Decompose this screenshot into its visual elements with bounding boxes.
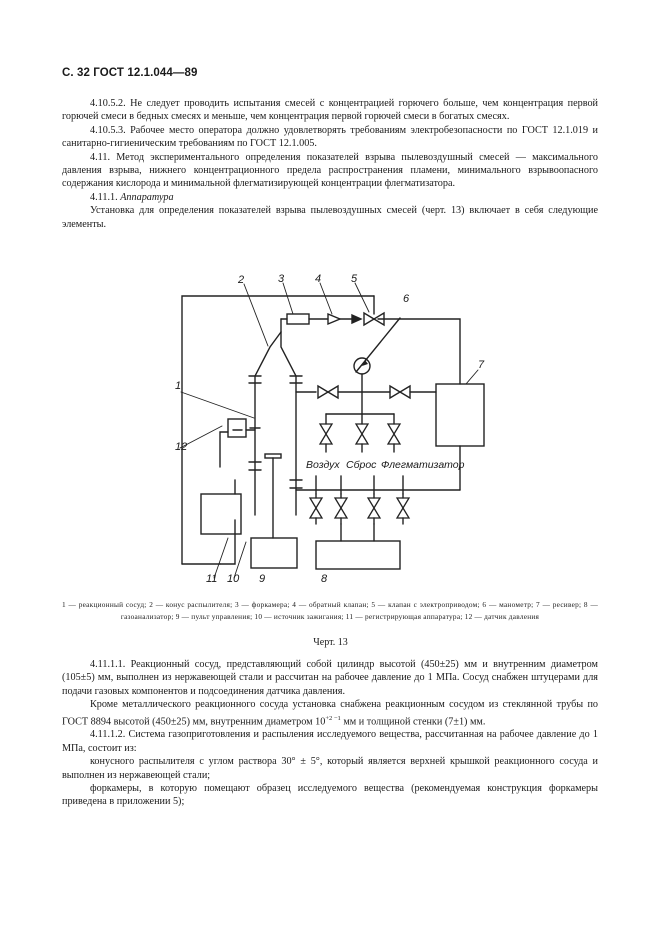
glass-vessel-text: Кроме металлического реакционного сосуда установка снабжена реакционным сосудом из стеклянной трубы по ГОСТ 8894 высотой (450±25) мм, внутренним диаметром 10: [62, 699, 598, 728]
label-12: 12: [175, 441, 188, 453]
paragraph-cone: конусного распылителя с углом раствора 30° ± 5°, который является верхней крышкой реакционного сосуда и выполнен из нержавеющей стали;: [62, 756, 598, 781]
equipment-boxes: [201, 419, 400, 569]
label-1: 1: [175, 380, 182, 392]
tolerance-superscript: +2 −1: [325, 714, 341, 722]
body-text-block: [62, 658, 598, 809]
manifold-labels: [306, 459, 465, 471]
main-pipelines: [182, 296, 460, 564]
forkamera-and-valves: [281, 313, 384, 325]
label-10: 10: [227, 573, 240, 585]
label-2: 2: [238, 274, 245, 286]
label-inert: Флегматизатор: [381, 459, 465, 471]
paragraph-4-10-5-2: 4.10.5.2. Не следует проводить испытания смесей с концентрацией горючего больше, чем концентрация первой горючей смеси в бедных смесях и меньше, чем концентрация первой горючей смеси в богатых смесях.: [62, 98, 598, 123]
label-8: 8: [321, 573, 328, 585]
glass-vessel-text-end: мм и толщиной стенки (7±1) мм.: [340, 716, 486, 728]
section-number: 4.11.1.: [90, 191, 118, 203]
page-header: С. 32 ГОСТ 12.1.044—89: [62, 67, 198, 79]
label-air: Воздух: [306, 459, 340, 471]
paragraph-4-10-5-3: 4.10.5.3. Рабочее место оператора должно удовлетворять требованиям электробезопасности по ГОСТ 12.1.019 и санитарно-гигиеническим требованиям по ГОСТ 12.1.005.: [62, 124, 598, 150]
label-7: 7: [478, 359, 485, 371]
paragraph-4-11-1-2: 4.11.1.2. Система газоприготовления и распыления исследуемого вещества, рассчитанная на рабочее давление до 1 МПа, состоит из:: [62, 729, 598, 754]
paragraph-4-11-1-1: 4.11.1.1. Реакционный сосуд, представляющий собой цилиндр высотой (450±25) мм и внутренним диаметром (105±5) мм, выполнен из нержавеющей стали и рассчитан на рабочее давление до 1 МПа. Сосуд снабжен штуцерами для подачи газовых компонентов и подсоединения датчика давления.: [62, 659, 598, 697]
label-11: 11: [206, 573, 218, 585]
label-6: 6: [403, 293, 410, 305]
top-text-block: [62, 97, 598, 231]
schematic-diagram: [0, 262, 661, 596]
reaction-vessel: [249, 319, 302, 515]
label-9: 9: [259, 573, 266, 585]
paragraph-forkamera: форкамеры, в которую помещают образец исследуемого вещества (рекомендуемая конструкция форкамеры приведена в приложении 5);: [62, 783, 598, 808]
figure-caption: Черт. 13: [313, 637, 348, 648]
paragraph-4-11: 4.11. Метод экспериментального определения показателей взрыва пылевоздушный смесей — максимального давления взрыва, нижнего концентрационного предела распространения пламени, минимального взрывоопасного содержания кислорода и минимальной флегматизирующей концентрации флегматизатора.: [62, 151, 598, 190]
paragraph-glass-vessel: [62, 698, 598, 728]
label-vent: Сброс: [346, 459, 377, 471]
label-4: 4: [315, 273, 322, 285]
section-heading-4-11-1: [62, 191, 598, 204]
section-title: Аппаратура: [120, 191, 174, 203]
part-numbers: [175, 273, 485, 585]
label-5: 5: [351, 273, 358, 285]
paragraph-intro: Установка для определения показателей взрыва пылевоздушных смесей (черт. 13) включает в себя следующие элементы.: [62, 205, 598, 230]
label-3: 3: [278, 273, 285, 285]
figure-legend: 1 — реакционный сосуд; 2 — конус распылителя; 3 — форкамера; 4 — обратный клапан; 5 — клапан с электроприводом; 6 — манометр; 7 — ресивер; 8 — газоанализатор; 9 — пульт управления; 10 — источник зажигания; 11 — регистрирующая аппаратура; 12 — датчик давления: [62, 600, 598, 621]
